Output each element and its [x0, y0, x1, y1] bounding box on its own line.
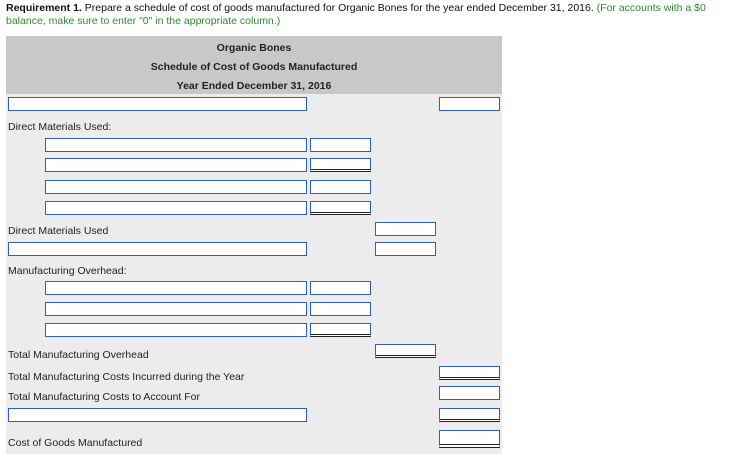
cost-of-goods-manufactured-label: Cost of Goods Manufactured — [8, 437, 143, 449]
beginning-account-field[interactable] — [8, 97, 307, 111]
direct-labor-account-field[interactable] — [8, 242, 307, 256]
instructions-text: Prepare a schedule of cost of goods manufactured for Organic Bones for the year ended December 31, 2016. — [81, 2, 597, 14]
total-costs-to-account-label: Total Manufacturing Costs to Account For — [8, 391, 201, 403]
moh-account-field-2[interactable] — [45, 302, 307, 316]
dm-account-field-4[interactable] — [45, 201, 307, 215]
dm-amount-field-3[interactable] — [310, 180, 371, 194]
instructions-note: (For accounts with a $0 balance, make sure to enter "0" in the appropriate column.) — [6, 2, 706, 27]
moh-amount-field-2[interactable] — [310, 302, 371, 316]
moh-amount-field-1[interactable] — [310, 281, 371, 295]
total-costs-incurred-amount[interactable] — [439, 366, 500, 380]
direct-materials-used-amount[interactable] — [375, 222, 436, 236]
direct-labor-amount-field[interactable] — [375, 242, 436, 256]
dm-account-field-1[interactable] — [45, 138, 307, 152]
total-costs-to-account-amount[interactable] — [439, 386, 500, 400]
schedule-period: Year Ended December 31, 2016 — [176, 80, 332, 92]
requirement-label: Requirement 1. — [6, 2, 82, 14]
dm-amount-field-4[interactable] — [310, 201, 371, 215]
moh-account-field-3[interactable] — [45, 323, 307, 337]
direct-materials-used-label: Direct Materials Used — [8, 225, 109, 237]
moh-account-field-1[interactable] — [45, 281, 307, 295]
dm-amount-field-1[interactable] — [310, 138, 371, 152]
cost-of-goods-manufactured-amount[interactable] — [439, 430, 500, 448]
dm-account-field-3[interactable] — [45, 180, 307, 194]
ending-wip-account-field[interactable] — [8, 408, 307, 422]
total-manufacturing-overhead-amount[interactable] — [375, 344, 436, 358]
manufacturing-overhead-header: Manufacturing Overhead: — [8, 265, 127, 277]
total-manufacturing-overhead-label: Total Manufacturing Overhead — [8, 349, 149, 361]
dm-account-field-2[interactable] — [45, 158, 307, 172]
dm-amount-field-2[interactable] — [310, 158, 371, 172]
total-costs-incurred-label: Total Manufacturing Costs Incurred during the Year — [8, 371, 245, 383]
direct-materials-used-header: Direct Materials Used: — [8, 121, 112, 133]
ending-wip-amount-field[interactable] — [439, 408, 500, 422]
moh-amount-field-3[interactable] — [310, 323, 371, 337]
beginning-amount-field[interactable] — [439, 97, 500, 111]
schedule-header — [6, 36, 502, 94]
instructions — [6, 2, 746, 28]
schedule-title: Schedule of Cost of Goods Manufactured — [150, 61, 358, 73]
company-name: Organic Bones — [216, 42, 292, 54]
